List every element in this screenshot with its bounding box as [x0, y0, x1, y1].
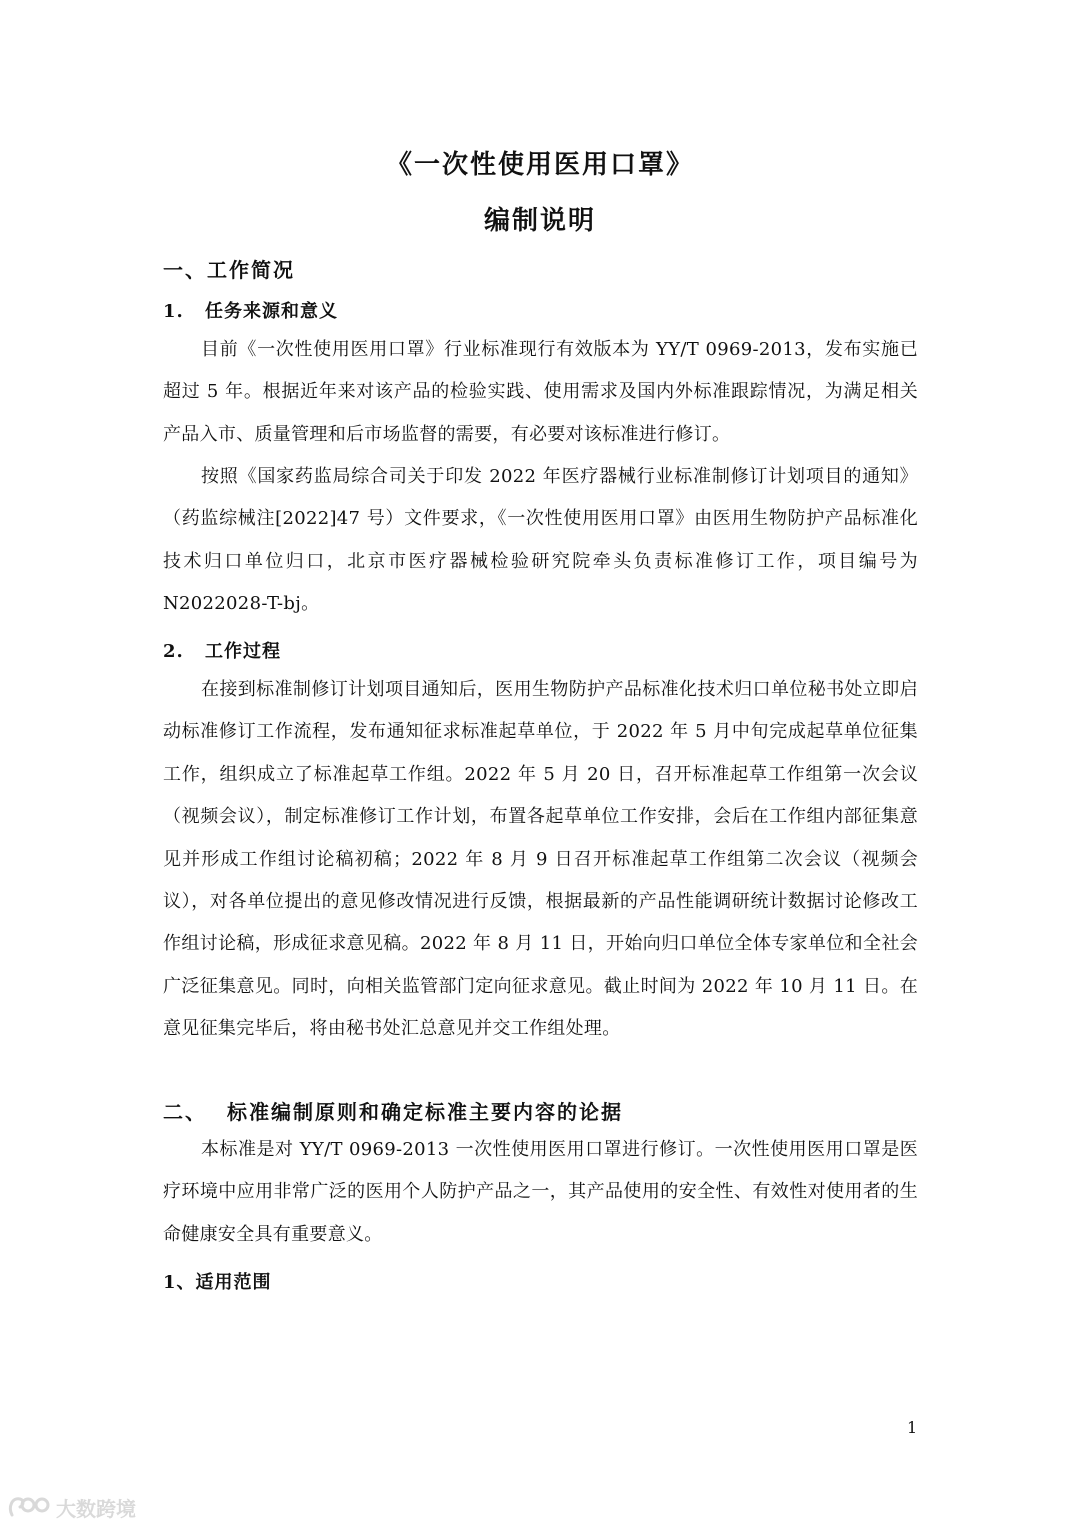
subsection-number: 2.: [163, 641, 184, 662]
paragraph-principles: 本标准是对 YY/T 0969-2013 一次性使用医用口罩进行修订。一次性使用医用口罩是医疗环境中应用非常广泛的医用个人防护产品之一，其产品使用的安全性、有效性对使用者的生命健康安全具有重要意义。: [163, 1139, 918, 1245]
watermark: [6, 1492, 136, 1522]
section-2-heading: [163, 1096, 623, 1125]
section-1-heading: 一、工作简况: [163, 258, 295, 282]
subsection-1-1-heading: [163, 297, 338, 323]
subsection-title: 任务来源和意义: [205, 301, 338, 322]
subsection-1-2-heading: [163, 637, 281, 663]
page-number: 1: [907, 1418, 918, 1437]
document-subtitle: 编制说明: [483, 206, 596, 236]
section-number: 二、: [163, 1100, 207, 1124]
subsection-title: 工作过程: [205, 641, 281, 662]
document-title: 《一次性使用医用口罩》: [385, 150, 694, 180]
watermark-text: 大数跨境: [56, 1496, 136, 1521]
paragraph-work-process: 在接到标准制修订计划项目通知后，医用生物防护产品标准化技术归口单位秘书处立即启动标准修订工作流程，发布通知征求标准起草单位，于 2022 年 5 月中旬完成起草单位征集工作，组织成立了标准起草工作组。2022 年 5 月 20 日，召开标准起草工作组第一次会议（视频会议），制定标准修订工作计划，布置各起草单位工作安排，会后在工作组内部征集意见并形成工作组讨论稿初稿；2022 年 8 月 9 日召开标准起草工作组第二次会议（视频会议），对各单位提出的意见修改情况进行反馈，根据最新的产品性能调研统计数据讨论修改工作组讨论稿，形成征求意见稿。2022 年 8 月 11 日，开始向归口单位全体专家单位和全社会广泛征集意见。同时，向相关监管部门定向征求意见。截止时间为 2022 年 10 月 11 日。在意见征集完毕后，将由秘书处汇总意见并交工作组处理。: [163, 679, 918, 1040]
brand-logo-icon: [6, 1493, 50, 1521]
paragraph-plan-notice: 按照《国家药监局综合司关于印发 2022 年医疗器械行业标准制修订计划项目的通知》（药监综械注[2022]47 号）文件要求，《一次性使用医用口罩》由医用生物防护产品标准化技术归口单位归口，北京市医疗器械检验研究院牵头负责标准修订工作，项目编号为 N2022028-T-bj。: [163, 466, 918, 615]
paragraph-task-source: 目前《一次性使用医用口罩》行业标准现行有效版本为 YY/T 0969-2013，发布实施已超过 5 年。根据近年来对该产品的检验实践、使用需求及国内外标准跟踪情况，为满足相关产品入市、质量管理和后市场监督的需要，有必要对该标准进行修订。: [163, 339, 918, 445]
section-title: 标准编制原则和确定标准主要内容的论据: [227, 1100, 623, 1124]
subsection-number: 1.: [163, 301, 184, 322]
subsection-2-1-heading: 1、适用范围: [163, 1272, 272, 1293]
